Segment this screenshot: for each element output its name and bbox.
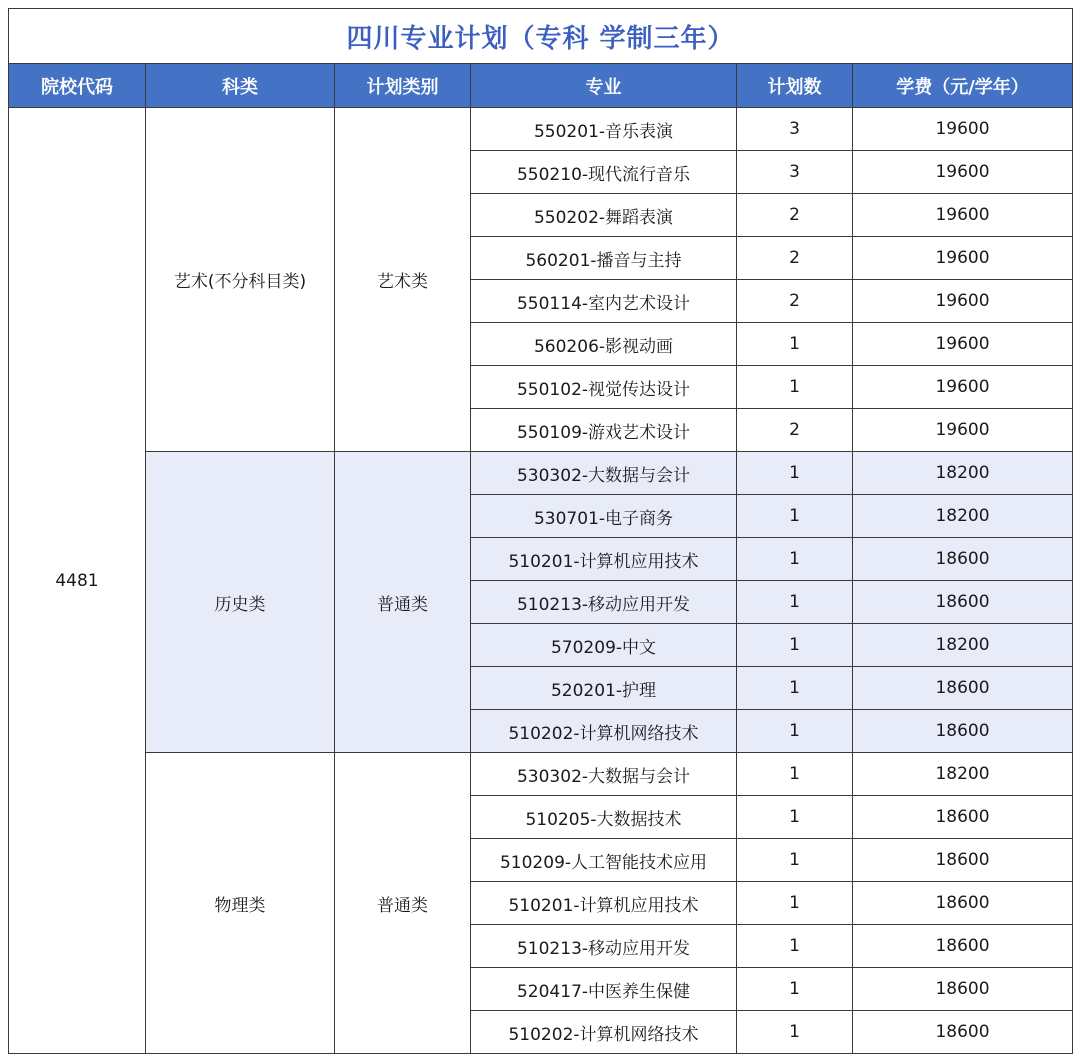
table-body xyxy=(9,108,1073,1054)
tuition-cell: 18600 xyxy=(853,710,1073,753)
tuition-cell: 19600 xyxy=(853,194,1073,237)
tuition-cell: 19600 xyxy=(853,323,1073,366)
major-cell: 560201-播音与主持 xyxy=(471,237,737,280)
major-cell: 530701-电子商务 xyxy=(471,495,737,538)
tuition-cell: 18200 xyxy=(853,495,1073,538)
header-row xyxy=(9,64,1073,108)
plan-count-cell: 1 xyxy=(737,624,853,667)
plan-count-cell: 1 xyxy=(737,1011,853,1054)
plan-count-cell: 1 xyxy=(737,839,853,882)
plan-count-cell: 1 xyxy=(737,366,853,409)
plan-count-cell: 1 xyxy=(737,925,853,968)
plan-count-cell: 1 xyxy=(737,710,853,753)
plan-count-cell: 3 xyxy=(737,151,853,194)
major-cell: 550102-视觉传达设计 xyxy=(471,366,737,409)
table-title: 四川专业计划（专科 学制三年） xyxy=(9,9,1073,64)
tuition-cell: 19600 xyxy=(853,151,1073,194)
plan-count-cell: 2 xyxy=(737,194,853,237)
tuition-cell: 18200 xyxy=(853,624,1073,667)
major-cell: 510213-移动应用开发 xyxy=(471,925,737,968)
plan-count-cell: 1 xyxy=(737,968,853,1011)
header-major: 专业 xyxy=(471,64,737,108)
major-cell: 560206-影视动画 xyxy=(471,323,737,366)
header-tuition: 学费（元/学年） xyxy=(853,64,1073,108)
header-school-code: 院校代码 xyxy=(9,64,146,108)
plan-count-cell: 1 xyxy=(737,753,853,796)
tuition-cell: 18200 xyxy=(853,452,1073,495)
major-cell: 510205-大数据技术 xyxy=(471,796,737,839)
tuition-cell: 18200 xyxy=(853,753,1073,796)
subject-category-cell: 历史类 xyxy=(146,452,335,753)
major-cell: 510201-计算机应用技术 xyxy=(471,538,737,581)
plan-table xyxy=(8,8,1073,1054)
major-cell: 550202-舞蹈表演 xyxy=(471,194,737,237)
plan-count-cell: 2 xyxy=(737,237,853,280)
plan-count-cell: 2 xyxy=(737,280,853,323)
plan-count-cell: 1 xyxy=(737,538,853,581)
major-cell: 510213-移动应用开发 xyxy=(471,581,737,624)
plan-type-cell: 普通类 xyxy=(335,452,471,753)
tuition-cell: 18600 xyxy=(853,968,1073,1011)
tuition-cell: 19600 xyxy=(853,366,1073,409)
tuition-cell: 18600 xyxy=(853,882,1073,925)
plan-count-cell: 2 xyxy=(737,409,853,452)
header-subject-category: 科类 xyxy=(146,64,335,108)
plan-sheet xyxy=(8,8,1072,1052)
tuition-cell: 19600 xyxy=(853,280,1073,323)
major-cell: 550109-游戏艺术设计 xyxy=(471,409,737,452)
tuition-cell: 19600 xyxy=(853,409,1073,452)
major-cell: 530302-大数据与会计 xyxy=(471,753,737,796)
subject-category-cell: 艺术(不分科目类) xyxy=(146,108,335,452)
plan-type-cell: 艺术类 xyxy=(335,108,471,452)
major-cell: 530302-大数据与会计 xyxy=(471,452,737,495)
header-plan-type: 计划类别 xyxy=(335,64,471,108)
major-cell: 520417-中医养生保健 xyxy=(471,968,737,1011)
tuition-cell: 18600 xyxy=(853,667,1073,710)
school-code-cell: 4481 xyxy=(9,108,146,1054)
tuition-cell: 18600 xyxy=(853,581,1073,624)
tuition-cell: 18600 xyxy=(853,796,1073,839)
tuition-cell: 18600 xyxy=(853,839,1073,882)
table-row xyxy=(9,753,1073,796)
table-row xyxy=(9,452,1073,495)
plan-count-cell: 1 xyxy=(737,323,853,366)
plan-type-cell: 普通类 xyxy=(335,753,471,1054)
header-plan-count: 计划数 xyxy=(737,64,853,108)
major-cell: 550201-音乐表演 xyxy=(471,108,737,151)
plan-count-cell: 1 xyxy=(737,882,853,925)
major-cell: 550114-室内艺术设计 xyxy=(471,280,737,323)
tuition-cell: 18600 xyxy=(853,925,1073,968)
tuition-cell: 18600 xyxy=(853,1011,1073,1054)
major-cell: 550210-现代流行音乐 xyxy=(471,151,737,194)
tuition-cell: 19600 xyxy=(853,237,1073,280)
major-cell: 520201-护理 xyxy=(471,667,737,710)
plan-count-cell: 1 xyxy=(737,667,853,710)
plan-count-cell: 1 xyxy=(737,495,853,538)
tuition-cell: 18600 xyxy=(853,538,1073,581)
major-cell: 510201-计算机应用技术 xyxy=(471,882,737,925)
major-cell: 510209-人工智能技术应用 xyxy=(471,839,737,882)
plan-count-cell: 3 xyxy=(737,108,853,151)
plan-count-cell: 1 xyxy=(737,452,853,495)
major-cell: 510202-计算机网络技术 xyxy=(471,710,737,753)
table-row xyxy=(9,108,1073,151)
major-cell: 510202-计算机网络技术 xyxy=(471,1011,737,1054)
subject-category-cell: 物理类 xyxy=(146,753,335,1054)
plan-count-cell: 1 xyxy=(737,796,853,839)
plan-count-cell: 1 xyxy=(737,581,853,624)
major-cell: 570209-中文 xyxy=(471,624,737,667)
tuition-cell: 19600 xyxy=(853,108,1073,151)
